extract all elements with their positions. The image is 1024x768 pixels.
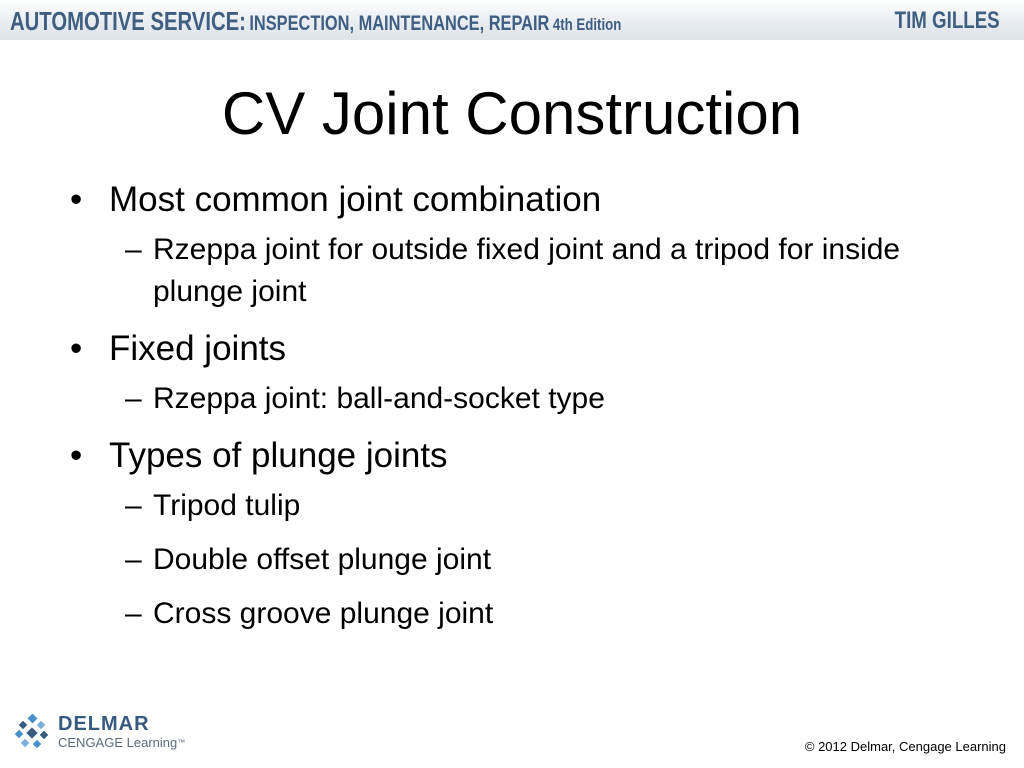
sub-bullet-item: [70, 229, 970, 313]
book-edition: 4th Edition: [552, 15, 622, 34]
header-bar: [0, 0, 1024, 40]
logo-trademark: ™: [177, 738, 186, 747]
delmar-logo-icon: [14, 714, 50, 750]
bullet-text: Fixed joints: [109, 329, 287, 368]
book-title-sub: INSPECTION, MAINTENANCE, REPAIR: [249, 12, 550, 35]
bullet-marker: •: [70, 180, 83, 219]
bullet-item: [70, 178, 970, 222]
sub-bullet-marker: –: [125, 233, 142, 266]
logo-name: DELMAR: [58, 713, 150, 735]
sub-bullet-item: [70, 539, 970, 581]
sub-bullet-text: Double offset plunge joint: [153, 543, 492, 576]
sub-bullet-marker: –: [125, 382, 142, 415]
bullet-marker: •: [70, 436, 83, 475]
book-title: [10, 8, 621, 39]
slide-content: [70, 178, 970, 647]
copyright-notice: © 2012 Delmar, Cengage Learning: [804, 739, 1006, 754]
sub-bullet-marker: –: [125, 597, 142, 630]
bullet-marker: •: [70, 329, 83, 368]
sub-bullet-item: [70, 593, 970, 635]
bullet-item: [70, 434, 970, 478]
sub-bullet-text: Cross groove plunge joint: [153, 597, 494, 630]
author-name: TIM GILLES: [894, 7, 1000, 34]
bullet-text: Types of plunge joints: [109, 436, 448, 475]
slide-title: CV Joint Construction: [221, 80, 803, 147]
delmar-logo: [14, 712, 214, 756]
book-title-main: AUTOMOTIVE SERVICE:: [10, 6, 246, 36]
sub-bullet-marker: –: [125, 543, 142, 576]
sub-bullet-marker: –: [125, 489, 142, 522]
logo-subtitle-text: CENGAGE Learning: [58, 735, 178, 750]
sub-bullet-text: Rzeppa joint for outside fixed joint and a tripod for inside plunge joint: [153, 233, 901, 308]
logo-subtitle: [58, 736, 185, 750]
sub-bullet-item: [70, 378, 970, 420]
sub-bullet-text: Tripod tulip: [153, 489, 301, 522]
sub-bullet-text: Rzeppa joint: ball-and-socket type: [153, 382, 605, 415]
bullet-item: [70, 327, 970, 371]
sub-bullet-item: [70, 485, 970, 527]
bullet-text: Most common joint combination: [109, 180, 602, 219]
